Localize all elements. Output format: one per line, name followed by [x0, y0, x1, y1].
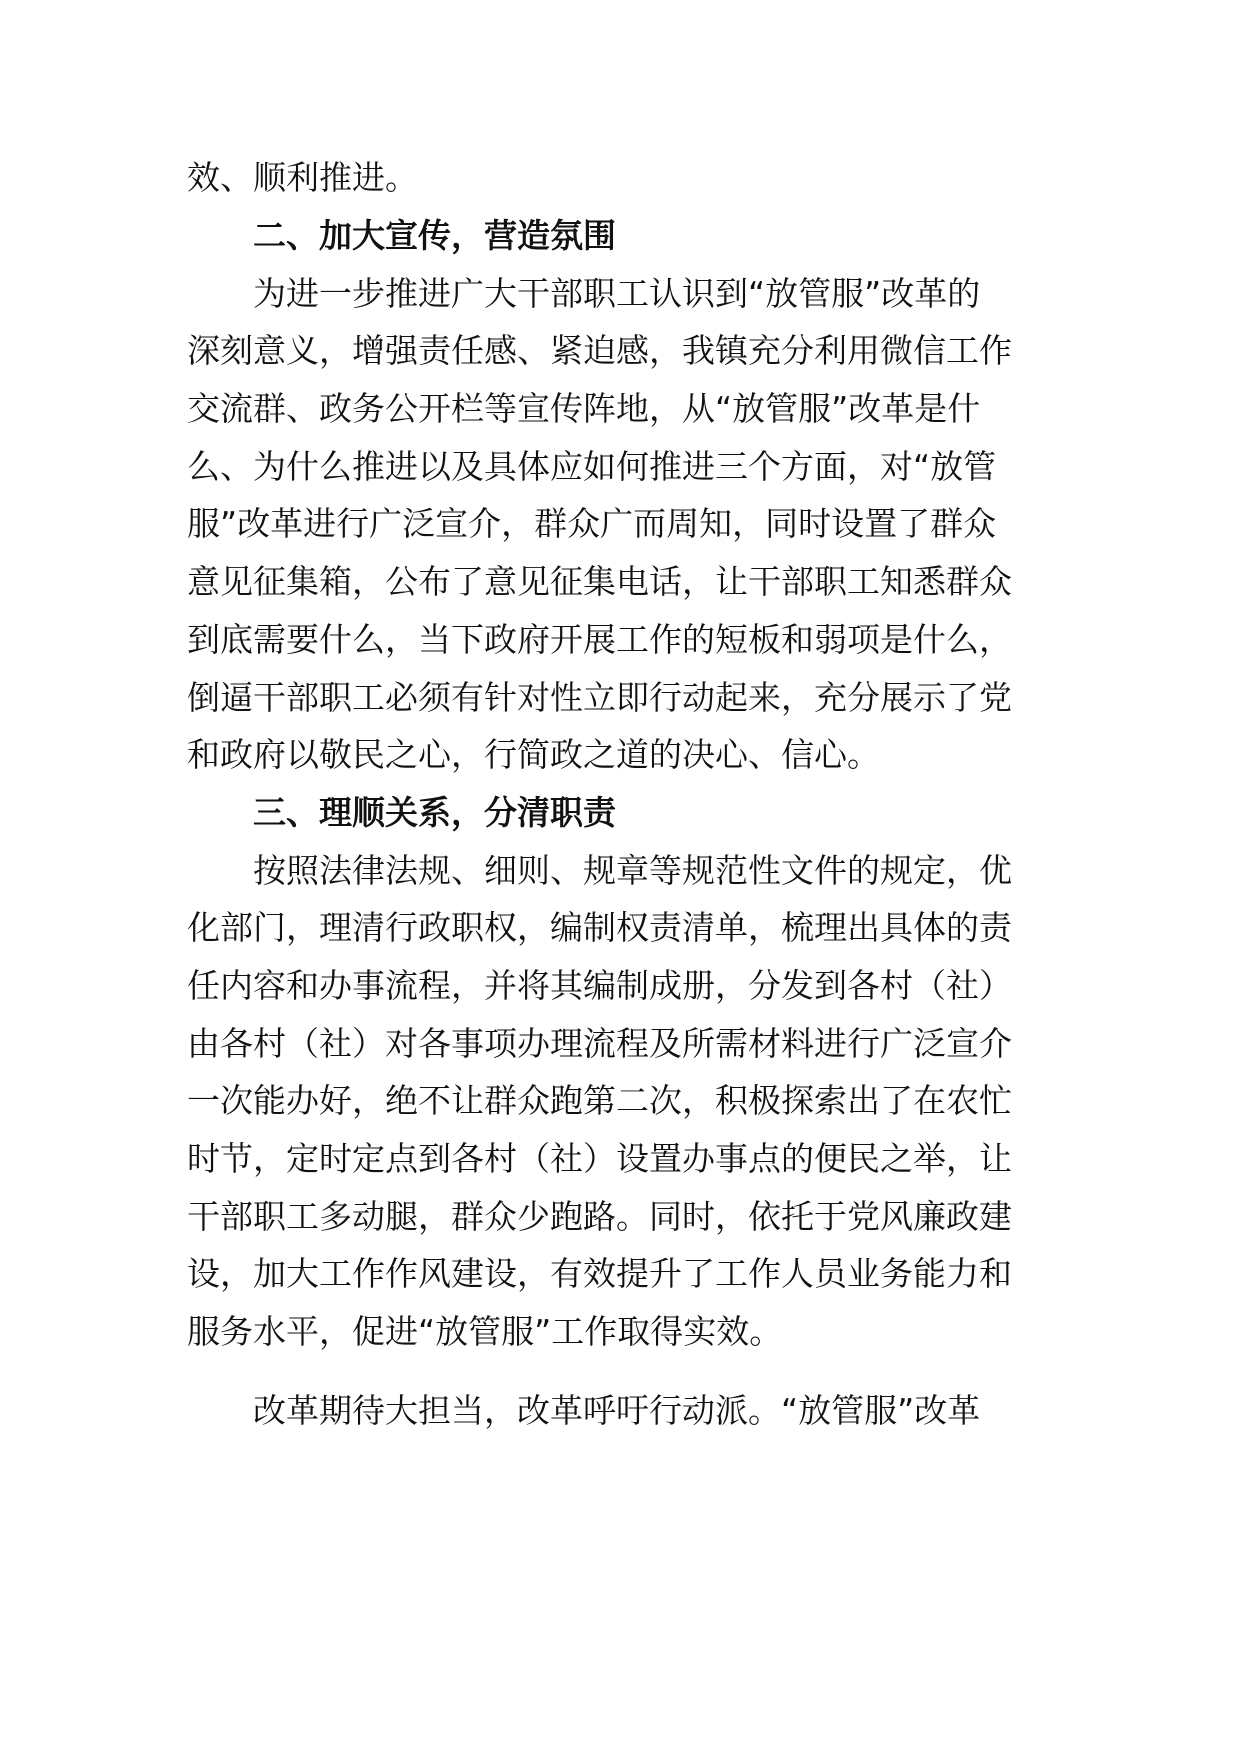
body-text-line: 服务水平，促进“放管服”工作取得实效。 — [187, 1312, 783, 1351]
body-text-line: 效、顺利推进。 — [187, 158, 418, 197]
section-heading: 三、理顺关系，分清职责 — [253, 793, 616, 832]
body-text-line: 时节，定时定点到各村（社）设置办事点的便民之举，让 — [187, 1139, 1012, 1178]
body-text-line: 任内容和办事流程，并将其编制成册，分发到各村（社） — [187, 966, 1012, 1005]
body-text-line: 化部门，理清行政职权，编制权责清单，梳理出具体的责 — [187, 908, 1012, 947]
body-text-line: 为进一步推进广大干部职工认识到“放管服”改革的 — [253, 274, 981, 313]
body-text-line: 和政府以敬民之心，行简政之道的决心、信心。 — [187, 735, 880, 774]
body-text-line: 意见征集箱，公布了意见征集电话，让干部职工知悉群众 — [187, 562, 1012, 601]
body-text-line: 按照法律法规、细则、规章等规范性文件的规定，优 — [253, 851, 1012, 890]
body-text-line: 服”改革进行广泛宣介，群众广而周知，同时设置了群众 — [187, 504, 997, 543]
body-text-line: 到底需要什么，当下政府开展工作的短板和弱项是什么， — [187, 620, 1012, 659]
body-text-line: 改革期待大担当，改革呼吁行动派。“放管服”改革 — [253, 1391, 981, 1430]
body-text-line: 一次能办好，绝不让群众跑第二次，积极探索出了在农忙 — [187, 1081, 1012, 1120]
body-text-line: 深刻意义，增强责任感、紧迫感，我镇充分利用微信工作 — [187, 331, 1012, 370]
body-text-line: 倒逼干部职工必须有针对性立即行动起来，充分展示了党 — [187, 678, 1012, 717]
body-text-line: 交流群、政务公开栏等宣传阵地，从“放管服”改革是什 — [187, 389, 981, 428]
section-heading: 二、加大宣传，营造氛围 — [253, 216, 616, 255]
body-text-line: 设，加大工作作风建设，有效提升了工作人员业务能力和 — [187, 1254, 1012, 1293]
body-text-line: 干部职工多动腿，群众少跑路。同时，依托于党风廉政建 — [187, 1197, 1012, 1236]
body-text-line: 由各村（社）对各事项办理流程及所需材料进行广泛宣介 — [187, 1024, 1012, 1063]
body-text-line: 么、为什么推进以及具体应如何推进三个方面，对“放管 — [187, 447, 997, 486]
